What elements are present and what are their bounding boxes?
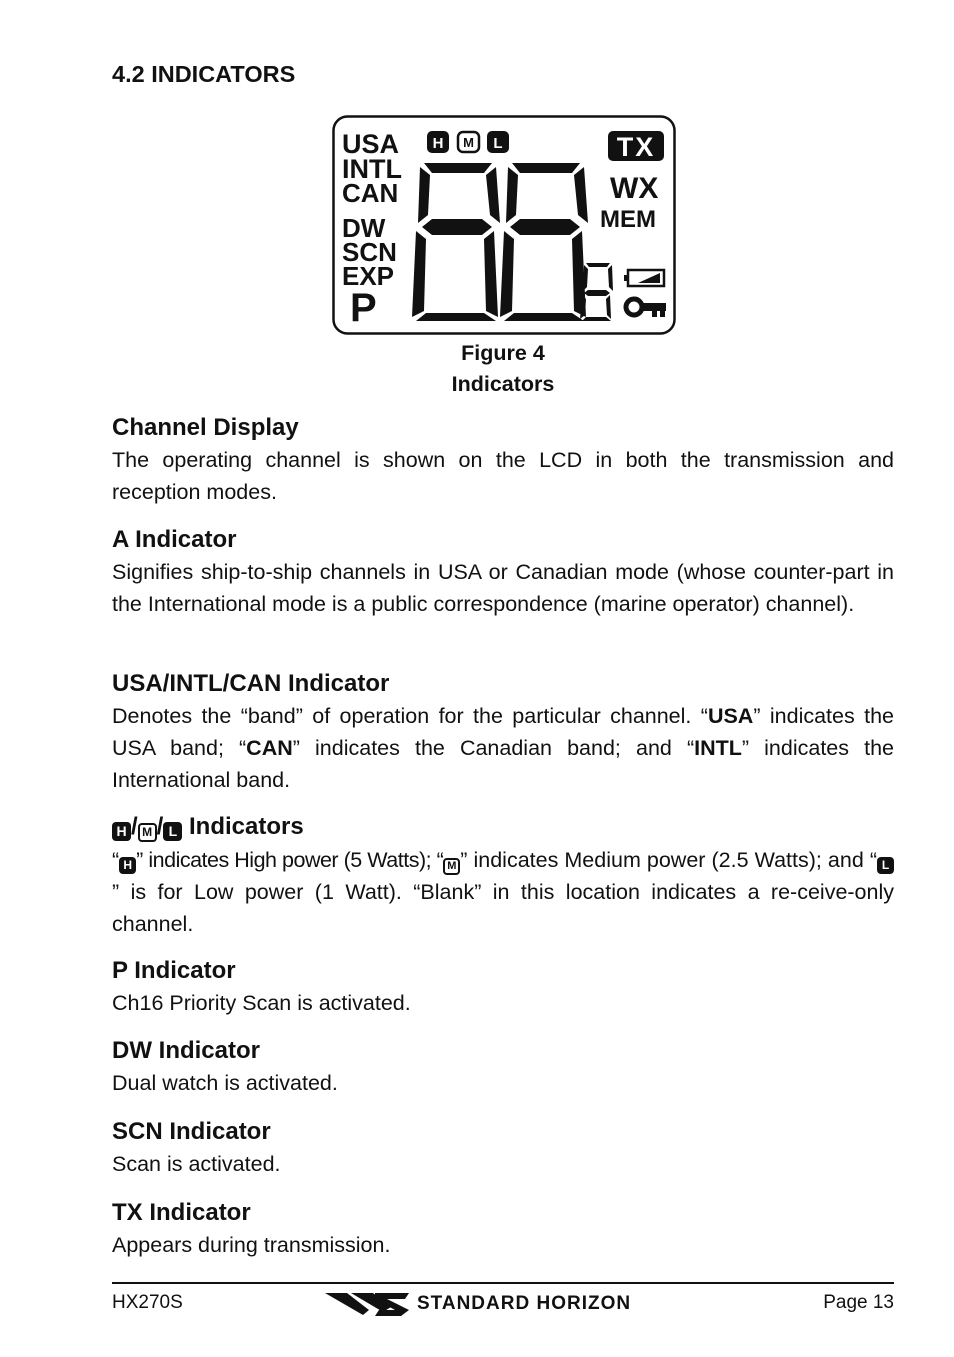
lcd-tx-label: TX	[616, 132, 656, 162]
lcd-display-diagram	[332, 115, 676, 335]
section-body: Dual watch is activated.	[112, 1071, 338, 1095]
footer-rule	[112, 1282, 894, 1284]
lcd-p-label: P	[350, 286, 377, 330]
lcd-l-icon: L	[493, 135, 503, 152]
lcd-intl-label: INTL	[342, 154, 402, 184]
h-icon: H	[119, 857, 136, 874]
h-icon: H	[112, 822, 131, 841]
l-icon: L	[877, 857, 894, 874]
section-body: Scan is activated.	[112, 1152, 281, 1176]
lcd-wx-label: WX	[610, 172, 659, 205]
brand-logo	[325, 1290, 685, 1318]
lcd-scn-label: SCN	[342, 237, 397, 267]
lcd-power-icons	[427, 131, 509, 153]
footer-model: HX270S	[112, 1292, 183, 1313]
section-body: Signifies ship-to-ship channels in USA or Canadian mode (whose counter-part in the International mode is a public correspondence (marine operator) channel).	[112, 560, 894, 616]
section-title: A Indicator	[112, 526, 237, 553]
footer-page-number: Page 13	[823, 1292, 894, 1313]
lcd-usa-label: USA	[342, 129, 400, 159]
battery-icon	[624, 270, 664, 286]
section-title: P Indicator	[112, 957, 236, 984]
manual-page	[112, 0, 894, 1357]
section-title: USA/INTL/CAN Indicator	[112, 670, 390, 697]
section-title: DW Indicator	[112, 1037, 260, 1064]
brand-name: STANDARD HORIZON	[417, 1293, 632, 1314]
figure-caption-number: Figure 4	[461, 341, 545, 365]
m-icon: M	[138, 823, 157, 842]
lcd-can-label: CAN	[342, 178, 399, 208]
figure-caption-title: Indicators	[451, 372, 555, 396]
lcd-m-icon: M	[463, 135, 474, 150]
section-title: TX Indicator	[112, 1199, 251, 1226]
section-body: Denotes the “band” of operation for the particular channel. “USA” indicates the USA band; “CAN” indicates the Canadian band; and “INTL” indicates the International band.	[112, 704, 894, 792]
section-title: SCN Indicator	[112, 1118, 271, 1145]
lcd-dw-label: DW	[342, 213, 386, 243]
section-tx-indicator	[112, 1199, 894, 1261]
lcd-figure	[332, 115, 676, 335]
brand-logo-mark-icon	[325, 1290, 413, 1318]
section-channel-display	[112, 414, 894, 508]
section-usa-intl-can-indicator	[112, 670, 894, 796]
l-icon: L	[163, 822, 182, 841]
section-a-indicator	[112, 526, 894, 620]
section-body: “ H ” indicates High power (5 Watts); “ M ” indicates Medium power (2.5 Watts); and “ L” is for Low power (1 Watt). “Blank” in this location indicates a re-ceive-only channel.	[112, 848, 894, 936]
m-icon: M	[443, 858, 460, 875]
section-hml-indicators	[112, 813, 894, 940]
lcd-mem-label: MEM	[600, 206, 656, 233]
section-body: Ch16 Priority Scan is activated.	[112, 991, 411, 1015]
section-title: H / M / L Indicators	[112, 813, 894, 842]
section-body: Appears during transmission.	[112, 1233, 391, 1257]
section-dw-indicator	[112, 1037, 894, 1099]
section-body: The operating channel is shown on the LCD in both the transmission and reception modes.	[112, 448, 894, 504]
lcd-exp-label: EXP	[342, 261, 395, 291]
section-p-indicator	[112, 957, 894, 1019]
section-scn-indicator	[112, 1118, 894, 1180]
section-title: Channel Display	[112, 414, 299, 441]
section-heading: 4.2 INDICATORS	[112, 61, 296, 87]
lcd-h-icon: H	[432, 135, 444, 152]
